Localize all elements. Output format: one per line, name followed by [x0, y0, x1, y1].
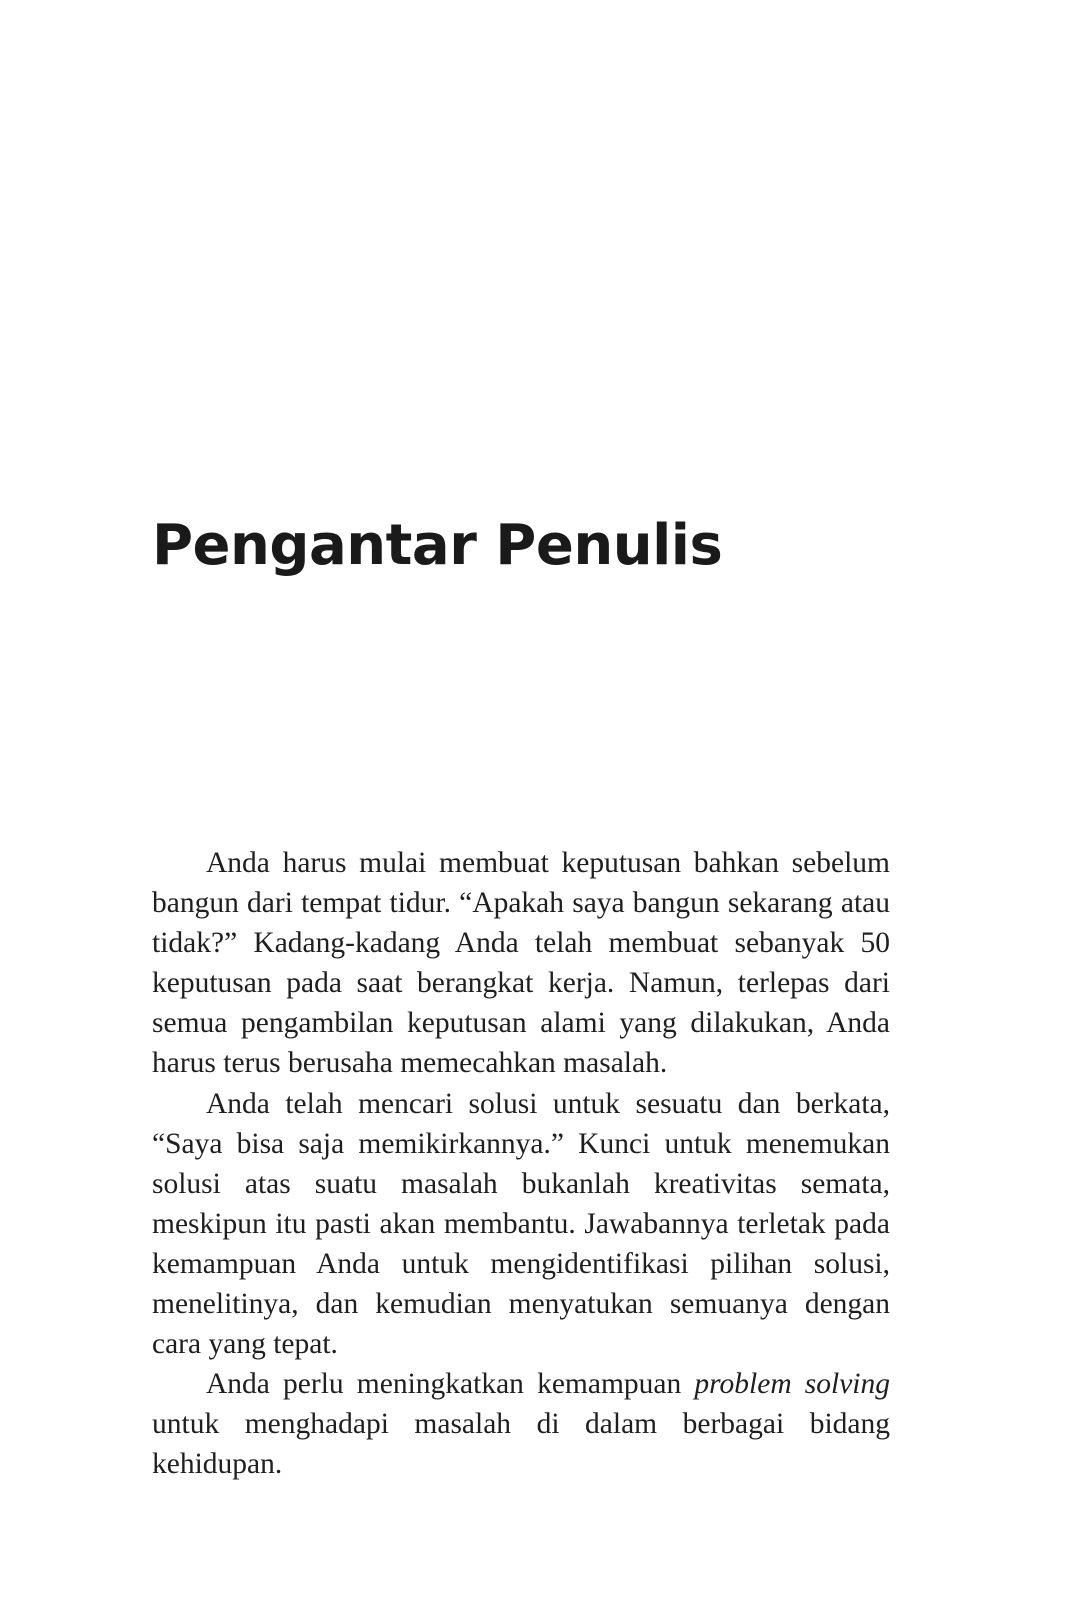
- paragraph-text: Anda perlu meningkatkan kemampuan: [206, 1368, 695, 1401]
- body-text: [152, 843, 890, 1485]
- paragraph-text: untuk menghadapi masalah di dalam berbagai bidang kehidupan.: [152, 1408, 890, 1481]
- italic-term: problem solving: [694, 1368, 890, 1401]
- chapter-title: Pengantar Penulis: [152, 513, 723, 578]
- paragraph: [152, 1364, 890, 1484]
- paragraph: Anda telah mencari solusi untuk sesuatu dan berkata, “Saya bisa saja memikirkannya.” Kunci untuk menemukan solusi atas suatu masalah bukanlah kreativitas semata, meskipun itu pasti akan membantu. Jawabannya terletak pada kemampuan Anda untuk mengidentifikasi pilihan solusi, menelitinya, dan kemudian menyatukan semuanya dengan cara yang tepat.: [152, 1087, 890, 1361]
- paragraph: Anda harus mulai membuat keputusan bahkan sebelum bangun dari tempat tidur. “Apakah saya bangun sekarang atau tidak?” Kadang-kadang Anda telah membuat sebanyak 50 keputusan pada saat berangkat kerja. Namun, terlepas dari semua pengambilan keputusan alami yang dilakukan, Anda harus terus berusaha memecahkan masalah.: [152, 847, 890, 1080]
